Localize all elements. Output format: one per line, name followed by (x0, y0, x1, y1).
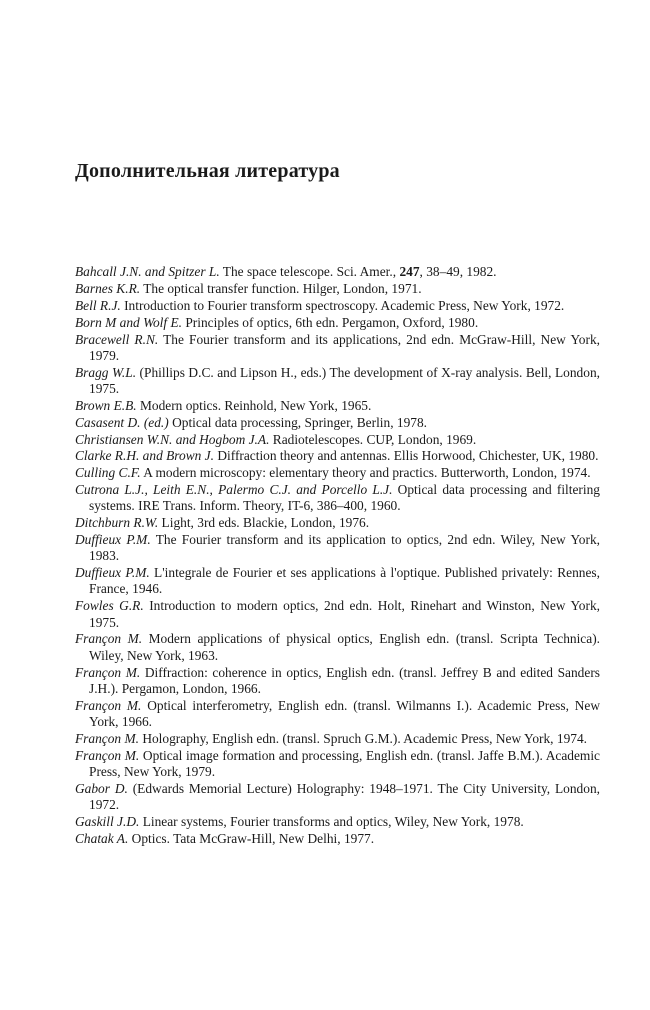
reference-item (75, 598, 600, 630)
reference-item (75, 814, 600, 830)
reference-item (75, 281, 600, 297)
reference-author: Duffieux P.M. (75, 565, 150, 581)
reference-author: Bracewell R.N. (75, 331, 159, 347)
reference-text: Introduction to modern optics, 2nd edn. Holt, Rinehart and Winston, New York, 1975. (89, 598, 600, 630)
reference-author: Chatak A. (75, 830, 129, 846)
reference-text: Light, 3rd eds. Blackie, London, 1976. (158, 515, 370, 531)
reference-item (75, 565, 600, 597)
reference-author: Duffieux P.M. (75, 532, 151, 548)
reference-author: Bahcall J.N. and Spitzer L. (75, 264, 220, 279)
reference-text: The space telescope. Sci. Amer., (219, 264, 400, 279)
reference-author: Fowles G.R. (75, 598, 144, 614)
reference-author: Françon M. (75, 747, 140, 763)
reference-text: A modern microscopy: elementary theory and practics. Butterworth, London, 1974. (140, 465, 591, 481)
reference-author: Brown E.B. (75, 397, 137, 413)
reference-author: Christiansen W.N. and Hogbom J.A. (75, 431, 270, 447)
reference-author: Barnes K.R. (75, 280, 141, 296)
reference-text: Optical data processing, Springer, Berlin, 1978. (168, 414, 428, 430)
reference-text: Linear systems, Fourier transforms and optics, Wiley, New York, 1978. (139, 813, 524, 829)
reference-volume: 247 (399, 264, 420, 279)
reference-text: Optical data processing and filtering systems. IRE Trans. Inform. Theory, IT-6, 386–400, 1960. (89, 482, 600, 514)
reference-text: Principles of optics, 6th edn. Pergamon, Oxford, 1980. (182, 314, 479, 330)
reference-item (75, 432, 600, 448)
reference-item (75, 781, 600, 813)
reference-author: Clarke R.H. and Brown J. (75, 448, 214, 464)
reference-item (75, 748, 600, 780)
reference-author: Ditchburn R.W. (75, 515, 159, 531)
reference-item (75, 731, 600, 747)
reference-author: Cutrona L.J., Leith E.N., Palermo C.J. and Porcello L.J. (75, 482, 393, 498)
reference-text: Holography, English edn. (transl. Spruch G.M.). Academic Press, New York, 1974. (138, 730, 588, 746)
reference-text: The Fourier transform and its application to optics, 2nd edn. Wiley, New York, 1983. (89, 532, 600, 564)
reference-author: Born M and Wolf E. (75, 314, 182, 330)
reference-author: Gaskill J.D. (75, 813, 140, 829)
reference-author: Gabor D. (75, 780, 128, 796)
reference-text: Optics. Tata McGraw-Hill, New Delhi, 1977. (128, 830, 375, 846)
reference-text: (Edwards Memorial Lecture) Holography: 1948–1971. The City University, London, 1972. (89, 780, 600, 812)
reference-item (75, 698, 600, 730)
reference-item (75, 831, 600, 847)
reference-item (75, 315, 600, 331)
reference-text: Modern optics. Reinhold, New York, 1965. (136, 397, 372, 413)
reference-item (75, 482, 600, 514)
reference-author: Casasent D. (ed.) (75, 414, 169, 430)
reference-text: The Fourier transform and its applications, 2nd edn. McGraw-Hill, New York, 1979. (89, 331, 600, 363)
reference-text: Diffraction theory and antennas. Ellis Horwood, Chichester, UK, 1980. (213, 448, 599, 464)
reference-item (75, 264, 600, 280)
reference-item (75, 515, 600, 531)
reference-text: (Phillips D.C. and Lipson H., eds.) The development of X-ray analysis. Bell, London, 1975. (89, 364, 600, 396)
reference-item (75, 532, 600, 564)
reference-item (75, 465, 600, 481)
reference-item (75, 448, 600, 464)
reference-author: Françon M. (75, 631, 143, 647)
reference-item (75, 665, 600, 697)
reference-item (75, 398, 600, 414)
reference-author: Bragg W.L. (75, 364, 137, 380)
reference-text-tail: , 38–49, 1982. (419, 264, 497, 279)
reference-item (75, 415, 600, 431)
reference-text: Radiotelescopes. CUP, London, 1969. (269, 431, 477, 447)
reference-author: Françon M. (75, 697, 142, 713)
reference-item (75, 631, 600, 663)
reference-text: Introduction to Fourier transform spectroscopy. Academic Press, New York, 1972. (120, 297, 565, 313)
reference-item (75, 332, 600, 364)
reference-item (75, 365, 600, 397)
page-title: Дополнительная литература (75, 160, 340, 182)
reference-text: Modern applications of physical optics, English edn. (transl. Scripta Technica). Wiley, New York, 1963. (89, 631, 600, 663)
reference-author: Culling C.F. (75, 465, 141, 481)
reference-author: Françon M. (75, 664, 141, 680)
reference-text: L'integrale de Fourier et ses applications à l'optique. Published privately: Rennes, France, 1946. (89, 565, 600, 597)
reference-text: Optical image formation and processing, English edn. (transl. Jaffe B.M.). Academic Press, New York, 1979. (89, 747, 600, 779)
reference-list (75, 264, 600, 848)
reference-text: The optical transfer function. Hilger, London, 1971. (140, 280, 422, 296)
reference-author: Françon M. (75, 730, 139, 746)
reference-text: Optical interferometry, English edn. (transl. Wilmanns I.). Academic Press, New York, 1966. (89, 697, 601, 729)
reference-author: Bell R.J. (75, 297, 121, 313)
reference-text: Diffraction: coherence in optics, English edn. (transl. Jeffrey B and edited Sanders J.H.). Pergamon, London, 1966. (89, 664, 600, 696)
reference-item (75, 298, 600, 314)
